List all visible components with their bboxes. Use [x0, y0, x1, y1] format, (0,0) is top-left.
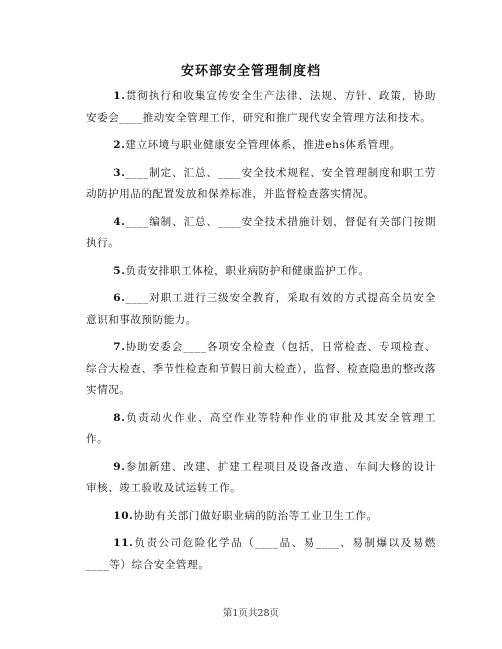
- item-text: 负责安排职工体检，职业病防护和健康监护工作。: [125, 264, 370, 277]
- item-text: ____对职工进行三级安全教育，采取有效的方式提高全员安全意识和事故预防能力。: [86, 292, 436, 326]
- item-number: 8.: [113, 411, 126, 424]
- item-text: 建立环境与职业健康安全管理体系，推进ehs体系管理。: [125, 139, 401, 151]
- item-text: 贯彻执行和收集宣传安全生产法律、法规、方针、政策，协助安委会____推动安全管理工作，研究和推广现代安全管理方法和技术。: [86, 90, 436, 124]
- item-number: 3.: [113, 166, 126, 179]
- item-number: 9.: [113, 460, 126, 473]
- item-number: 5.: [113, 264, 126, 277]
- item-text: 协助有关部门做好职业病的防治等工业卫生工作。: [133, 509, 378, 522]
- list-item: [86, 457, 436, 500]
- list-item: [86, 533, 436, 576]
- list-item: [86, 135, 436, 157]
- list-item: [86, 288, 436, 331]
- item-list: [86, 86, 436, 582]
- item-number: 7.: [113, 341, 126, 353]
- list-item: [86, 163, 436, 206]
- list-item: [86, 261, 436, 283]
- list-item: [86, 408, 436, 451]
- item-number: 11.: [113, 537, 134, 549]
- page-footer: 第1页共28页: [222, 608, 280, 619]
- item-number: 4.: [113, 215, 126, 228]
- item-number: 2.: [113, 139, 126, 151]
- list-item: [86, 86, 436, 129]
- item-text: 协助安委会____各项安全检查（包括，日常检查、专项检查、综合大检查、季节性检查和节假日前大检查），监督、检查隐患的整改落实情况。: [86, 341, 436, 396]
- list-item: [86, 337, 436, 402]
- item-text: ____编制、汇总、____安全技术措施计划，督促有关部门按期执行。: [86, 215, 436, 249]
- item-text: 参加新建、改建、扩建工程项目及设备改造、车间大修的设计审核、竣工验收及试运转工作。: [86, 460, 436, 494]
- item-text: ____制定、汇总、____安全技术规程、安全管理制度和职工劳动防护用品的配置发放和保养标准，并监督检查落实情况。: [86, 166, 436, 200]
- item-number: 1.: [113, 90, 126, 102]
- page-title: 安环部安全管理制度档: [180, 64, 321, 79]
- list-item: [86, 506, 436, 528]
- item-number: 10.: [113, 509, 134, 522]
- item-number: 6.: [113, 292, 126, 304]
- list-item: [86, 212, 436, 255]
- item-text: 负责动火作业、高空作业等特种作业的审批及其安全管理工作。: [86, 411, 436, 445]
- item-text: 负责公司危险化学品（____品、易____、易制爆以及易燃____等）综合安全管理。: [86, 537, 436, 571]
